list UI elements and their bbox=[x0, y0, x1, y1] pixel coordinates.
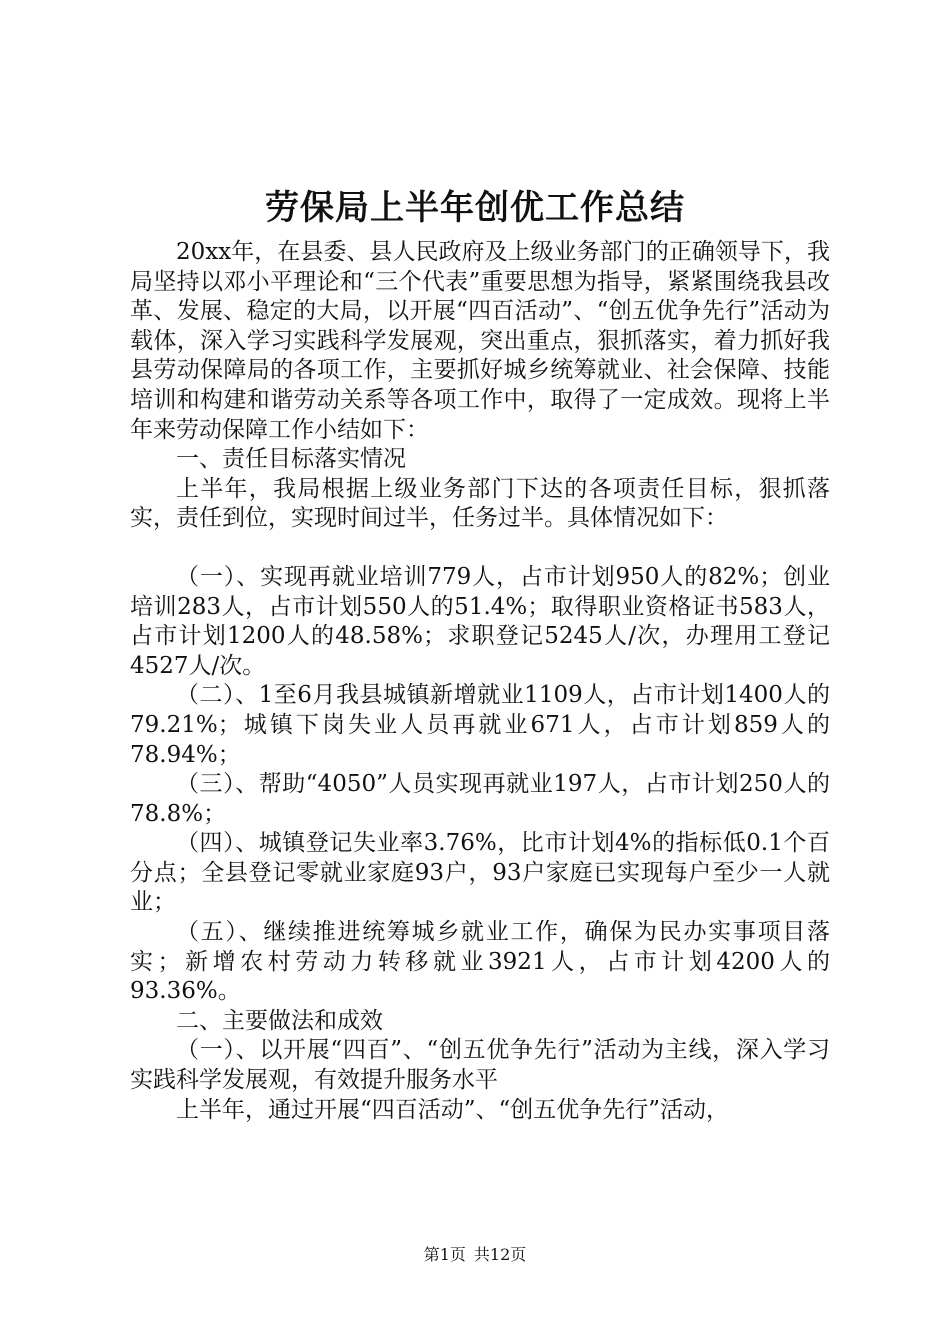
list-item-4: （四）、城镇登记失业率3.76%，比市计划4%的指标低0.1个百分点；全县登记零就业家庭93户，93户家庭已实现每户至少一人就业； bbox=[130, 830, 830, 916]
document-body bbox=[130, 238, 830, 1125]
section-heading-1: 一、责任目标落实情况 bbox=[176, 446, 406, 473]
paragraph-continued: 上半年，通过开展“四百活动”、“创五优争先行”活动， bbox=[176, 1096, 730, 1123]
list-item-5: （五）、继续推进统筹城乡就业工作，确保为民办实事项目落实；新增农村劳动力转移就业3921人，占市计划4200人的93.36%。 bbox=[130, 919, 830, 1005]
page-footer bbox=[0, 1244, 950, 1266]
paragraph-overview: 上半年，我局根据上级业务部门下达的各项责任目标，狠抓落实，责任到位，实现时间过半，任务过半。具体情况如下： bbox=[130, 475, 830, 532]
subsection-heading-1: （一）、以开展“四百”、“创五优争先行”活动为主线，深入学习实践科学发展观，有效提升服务水平 bbox=[130, 1037, 830, 1094]
intro-paragraph: 20xx年，在县委、县人民政府及上级业务部门的正确领导下，我局坚持以邓小平理论和“三个代表”重要思想为指导，紧紧围绕我县改革、发展、稳定的大局，以开展“四百活动”、“创五优争先行”活动为载体，深入学习实践科学发展观，突出重点，狠抓落实，着力抓好我县劳动保障局的各项工作，主要抓好城乡统筹就业、社会保障、技能培训和构建和谐劳动关系等各项工作中，取得了一定成效。现将上半年来劳动保障工作小结如下： bbox=[130, 239, 830, 443]
section-heading-2: 二、主要做法和成效 bbox=[176, 1007, 383, 1034]
list-item-1: （一）、实现再就业培训779人，占市计划950人的82%；创业培训283人，占市计划550人的51.4%；取得职业资格证书583人，占市计划1200人的48.58%；求职登记5245人/次，办理用工登记4527人/次。 bbox=[130, 563, 830, 679]
document-title: 劳保局上半年创优工作总结 bbox=[265, 188, 685, 228]
list-item-2: （二）、1至6月我县城镇新增就业1109人，占市计划1400人的79.21%；城镇下岗失业人员再就业671人，占市计划859人的78.94%； bbox=[130, 682, 830, 768]
page-total: 共12页 bbox=[473, 1245, 527, 1264]
list-item-3: （三）、帮助“4050”人员实现再就业197人，占市计划250人的78.8%； bbox=[130, 771, 830, 827]
page-number: 第1页 bbox=[423, 1245, 466, 1264]
